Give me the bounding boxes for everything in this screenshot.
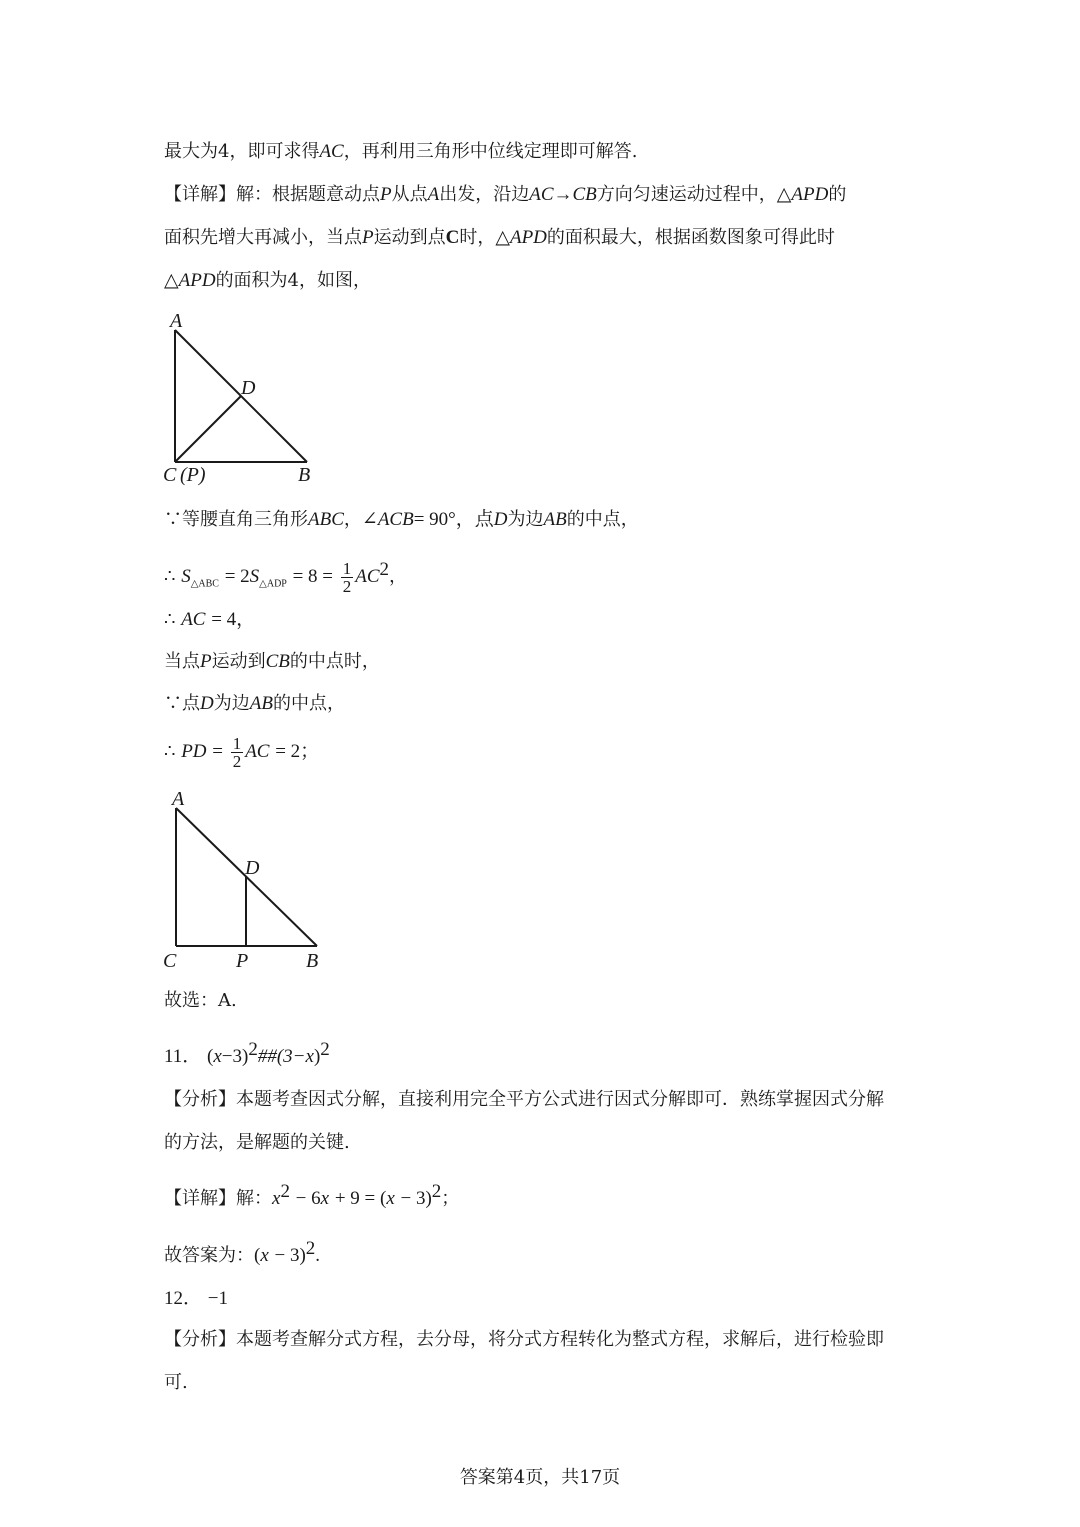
text-line-18 bbox=[164, 1328, 884, 1352]
point-label: C bbox=[445, 227, 460, 248]
math-text: ) bbox=[313, 1046, 321, 1067]
math-var: AC bbox=[355, 566, 380, 587]
text: 解：根据题意动点 bbox=[236, 184, 380, 205]
math-var: APD bbox=[791, 184, 829, 205]
text: 从点 bbox=[391, 184, 428, 205]
text: 本题考查因式分解，直接利用完全平方公式进行因式分解即可．熟练掌握因式分解 bbox=[236, 1089, 884, 1110]
subscript: △ABC bbox=[190, 578, 219, 590]
math-var: x bbox=[305, 1046, 314, 1067]
math-var: x bbox=[386, 1188, 395, 1209]
text: 的 bbox=[828, 184, 847, 205]
text: 的中点， bbox=[272, 693, 345, 714]
text: 运动到点 bbox=[373, 227, 446, 248]
math-text: −3) bbox=[221, 1046, 249, 1067]
superscript: 2 bbox=[320, 1039, 330, 1060]
label-d: D bbox=[245, 857, 260, 879]
math-var: x bbox=[260, 1245, 269, 1266]
text: 为边 bbox=[507, 509, 544, 530]
math-var: AC bbox=[245, 741, 270, 762]
math-var: P bbox=[200, 651, 212, 672]
answer-12 bbox=[164, 1287, 228, 1311]
math-var: D bbox=[493, 509, 508, 530]
superscript: 2 bbox=[431, 1181, 442, 1202]
text: 当点 bbox=[164, 651, 200, 672]
angle-symbol: ∠ bbox=[361, 509, 378, 530]
text: 的方法，是解题的关键. bbox=[164, 1132, 350, 1153]
math-var: P bbox=[362, 227, 374, 248]
text-line-6 bbox=[164, 550, 407, 605]
math-text: = 4， bbox=[211, 609, 256, 630]
section-tag: 【分析】 bbox=[164, 1089, 236, 1110]
text-line-4 bbox=[164, 269, 371, 293]
segment-cd bbox=[175, 396, 241, 462]
math-text: − 3) bbox=[400, 1188, 432, 1209]
math-var: APD bbox=[509, 227, 547, 248]
fraction-half bbox=[341, 560, 354, 595]
page-footer: 答案第4页，共17页 bbox=[459, 1467, 621, 1488]
text: ，再利用三角形中位线定理即可解答. bbox=[343, 141, 638, 162]
math-var: P bbox=[380, 184, 392, 205]
text: ∵点 bbox=[164, 693, 200, 714]
math-var: x bbox=[213, 1046, 222, 1067]
question-number: 12． bbox=[164, 1288, 203, 1309]
numerator: 1 bbox=[342, 558, 352, 578]
superscript: 2 bbox=[280, 1181, 290, 1202]
math-var: ACB bbox=[377, 509, 414, 530]
math-text: − 6 bbox=[295, 1188, 321, 1209]
text-line-7 bbox=[164, 608, 255, 632]
label-p: (P) bbox=[180, 464, 206, 486]
math-text: ( bbox=[207, 1046, 214, 1067]
math-var: AB bbox=[543, 509, 567, 530]
math-var: APD bbox=[178, 270, 216, 291]
text-line-13 bbox=[164, 1088, 884, 1112]
math-var: PD bbox=[181, 741, 207, 762]
text-line-3 bbox=[164, 226, 835, 250]
figure-triangle-1 bbox=[155, 308, 345, 495]
superscript: 2 bbox=[379, 559, 390, 580]
math-text: ( bbox=[254, 1245, 261, 1266]
math-text: = bbox=[212, 741, 223, 762]
text: 方向匀速运动过程中， bbox=[596, 184, 777, 205]
therefore-symbol: ∴ bbox=[164, 741, 176, 762]
label-c: C bbox=[163, 464, 177, 486]
label-c: C bbox=[163, 950, 177, 972]
section-tag: 【详解】 bbox=[164, 184, 236, 205]
therefore-symbol: ∴ bbox=[164, 566, 176, 587]
math-var: D bbox=[200, 693, 214, 714]
math-text: = 2； bbox=[275, 741, 320, 762]
math-var: x bbox=[272, 1188, 281, 1209]
text: ∵等腰直角三角形 bbox=[164, 509, 308, 530]
arrow-symbol: → bbox=[553, 184, 573, 205]
text-line-11 bbox=[164, 989, 237, 1013]
text: 解： bbox=[236, 1188, 272, 1209]
label-a: A bbox=[172, 788, 185, 810]
text-line-8 bbox=[164, 650, 380, 674]
label-b: B bbox=[306, 950, 319, 972]
math-var: CB bbox=[265, 651, 290, 672]
math-var: AB bbox=[249, 693, 273, 714]
math-var: S bbox=[181, 566, 191, 587]
therefore-symbol: ∴ bbox=[164, 609, 176, 630]
denominator: 2 bbox=[342, 576, 352, 596]
text: 运动到 bbox=[211, 651, 266, 672]
section-tag: 【详解】 bbox=[164, 1188, 236, 1209]
math-text: = 2 bbox=[224, 566, 250, 587]
text-line-5 bbox=[164, 508, 639, 532]
label-p: P bbox=[236, 950, 249, 972]
text-line-15 bbox=[164, 1180, 459, 1211]
math-text: ##(3− bbox=[257, 1046, 306, 1067]
math-text: + 9 = ( bbox=[334, 1188, 387, 1209]
triangle-symbol: △ bbox=[164, 270, 179, 291]
superscript: 2 bbox=[305, 1238, 316, 1259]
math-text: −1 bbox=[207, 1288, 228, 1309]
math-var: A bbox=[427, 184, 440, 205]
text: 的面积最大，根据函数图象可得此时 bbox=[546, 227, 835, 248]
math-text: − 3) bbox=[274, 1245, 306, 1266]
triangle-symbol: △ bbox=[495, 227, 510, 248]
text-line-19 bbox=[164, 1371, 188, 1395]
math-var: AC bbox=[181, 609, 206, 630]
text: ， bbox=[389, 566, 408, 587]
superscript: 2 bbox=[248, 1039, 258, 1060]
text: ， bbox=[343, 509, 362, 530]
text: 本题考查解分式方程，去分母，将分式方程转化为整式方程，求解后，进行检验即 bbox=[236, 1329, 884, 1350]
text: 出发，沿边 bbox=[439, 184, 530, 205]
text: = 90°，点 bbox=[413, 509, 494, 530]
answer-11 bbox=[164, 1038, 330, 1069]
math-var: AC bbox=[319, 141, 344, 162]
triangle-symbol: △ bbox=[776, 184, 792, 205]
text: 为边 bbox=[213, 693, 250, 714]
label-a: A bbox=[170, 310, 183, 332]
text-line-2 bbox=[164, 183, 846, 207]
numerator: 1 bbox=[232, 733, 242, 753]
text: 可. bbox=[164, 1372, 188, 1393]
text: 最大为4，即可求得 bbox=[164, 141, 320, 162]
question-number: 11． bbox=[164, 1046, 202, 1067]
text: ； bbox=[441, 1188, 460, 1209]
math-text: = 8 = bbox=[292, 566, 334, 587]
text: 的中点时， bbox=[289, 651, 380, 672]
label-d: D bbox=[241, 377, 256, 399]
math-text: . bbox=[315, 1245, 321, 1266]
text-line-1 bbox=[164, 140, 637, 164]
text-line-9 bbox=[164, 692, 345, 716]
label-b: B bbox=[298, 464, 311, 486]
section-tag: 【分析】 bbox=[164, 1329, 236, 1350]
math-var: AC bbox=[529, 184, 554, 205]
text: 的中点， bbox=[566, 509, 639, 530]
math-var: CB bbox=[572, 184, 597, 205]
math-var: ABC bbox=[308, 509, 344, 530]
text: 时， bbox=[459, 227, 496, 248]
text-line-10 bbox=[164, 732, 319, 772]
subscript: △ADP bbox=[259, 578, 287, 590]
text: 的面积为4，如图， bbox=[215, 270, 372, 291]
text: 面积先增大再减小，当点 bbox=[164, 227, 362, 248]
text: 故选：A. bbox=[164, 990, 237, 1011]
text-line-14 bbox=[164, 1131, 350, 1155]
figure-triangle-2 bbox=[155, 786, 345, 977]
math-var: S bbox=[249, 566, 260, 587]
fraction-half bbox=[231, 735, 244, 770]
text: 故答案为： bbox=[164, 1245, 254, 1266]
text-line-16 bbox=[164, 1237, 320, 1268]
math-var: x bbox=[320, 1188, 330, 1209]
denominator: 2 bbox=[232, 751, 242, 771]
